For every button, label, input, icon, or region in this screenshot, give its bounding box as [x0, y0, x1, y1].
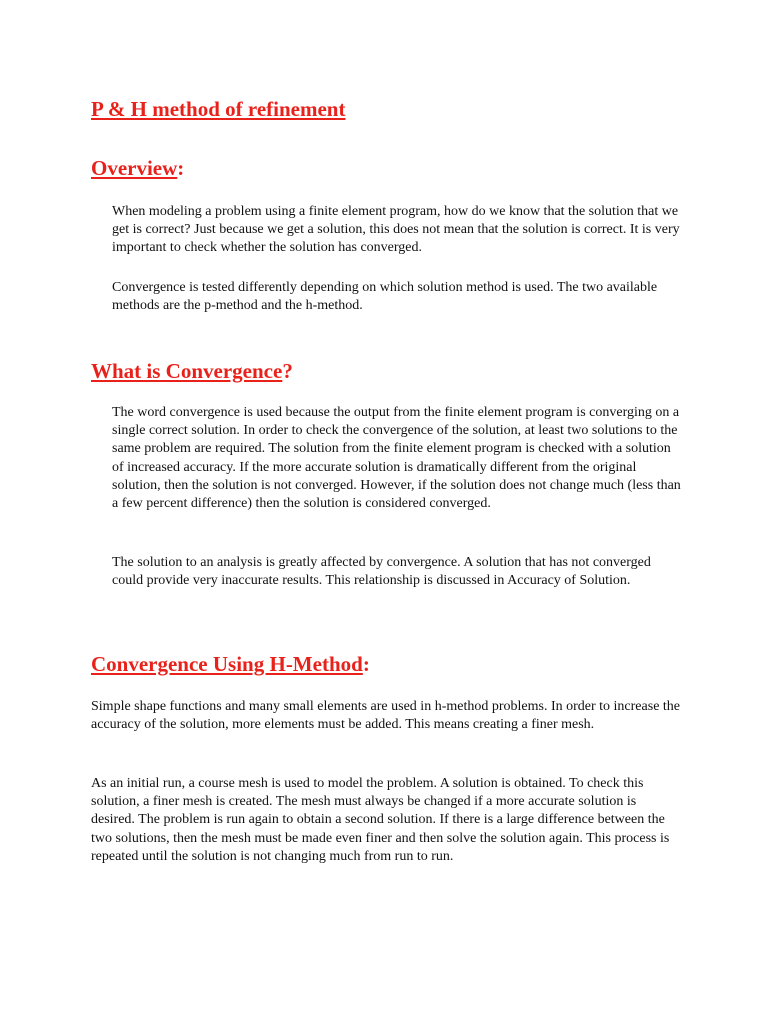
document-title — [91, 97, 345, 122]
heading-what-is-convergence-text: What is Convergence — [91, 359, 283, 383]
heading-h-method-suffix: : — [362, 652, 370, 676]
h-method-paragraph-1: Simple shape functions and many small elements are used in h-method problems. In order to increase the accuracy of the solution, more elements must be added. This means creating a finer mesh. — [91, 699, 681, 733]
overview-paragraph-2: Convergence is tested differently depending on which solution method is used. The two available methods are the p-method and the h-method. — [112, 280, 658, 314]
heading-overview-text: Overview — [91, 156, 178, 180]
heading-what-is-convergence — [91, 359, 293, 384]
h-method-paragraph-2: As an initial run, a course mesh is used to model the problem. A solution is obtained. To check this solution, a finer mesh is created. The mesh must always be changed if a more accurate solution is desired. The problem is run again to obtain a second solution. If there is a large difference between the two solutions, then the mesh must be made even finer and then solve the solution again. This process is repeated until the solution is not changing much from run to run. — [91, 776, 670, 864]
convergence-paragraph-1: The word convergence is used because the output from the finite element program is converging on a single correct solution. In order to check the convergence of the solution, at least two solutions to the same problem are required. The solution from the finite element program is checked with a solution of increased accuracy. If the more accurate solution is dramatically different from the original solution, then the solution is not converged. However, if the solution does not change much (less than a few percent difference) then the solution is considered converged. — [112, 405, 681, 512]
heading-h-method-text: Convergence Using H-Method — [91, 652, 363, 676]
overview-paragraph-1: When modeling a problem using a finite element program, how do we know that the solution that we get is correct? Just because we get a solution, this does not mean that the solution is correct. It is very important to check whether the solution has converged. — [112, 204, 680, 256]
heading-what-is-convergence-suffix: ? — [282, 359, 293, 383]
document-title-text: P & H method of refinement — [91, 97, 346, 121]
heading-h-method — [91, 652, 370, 677]
heading-overview — [91, 156, 184, 181]
heading-overview-suffix: : — [177, 156, 185, 180]
convergence-paragraph-2: The solution to an analysis is greatly affected by convergence. A solution that has not converged could provide very inaccurate results. This relationship is discussed in Accuracy of Solution. — [112, 555, 651, 589]
